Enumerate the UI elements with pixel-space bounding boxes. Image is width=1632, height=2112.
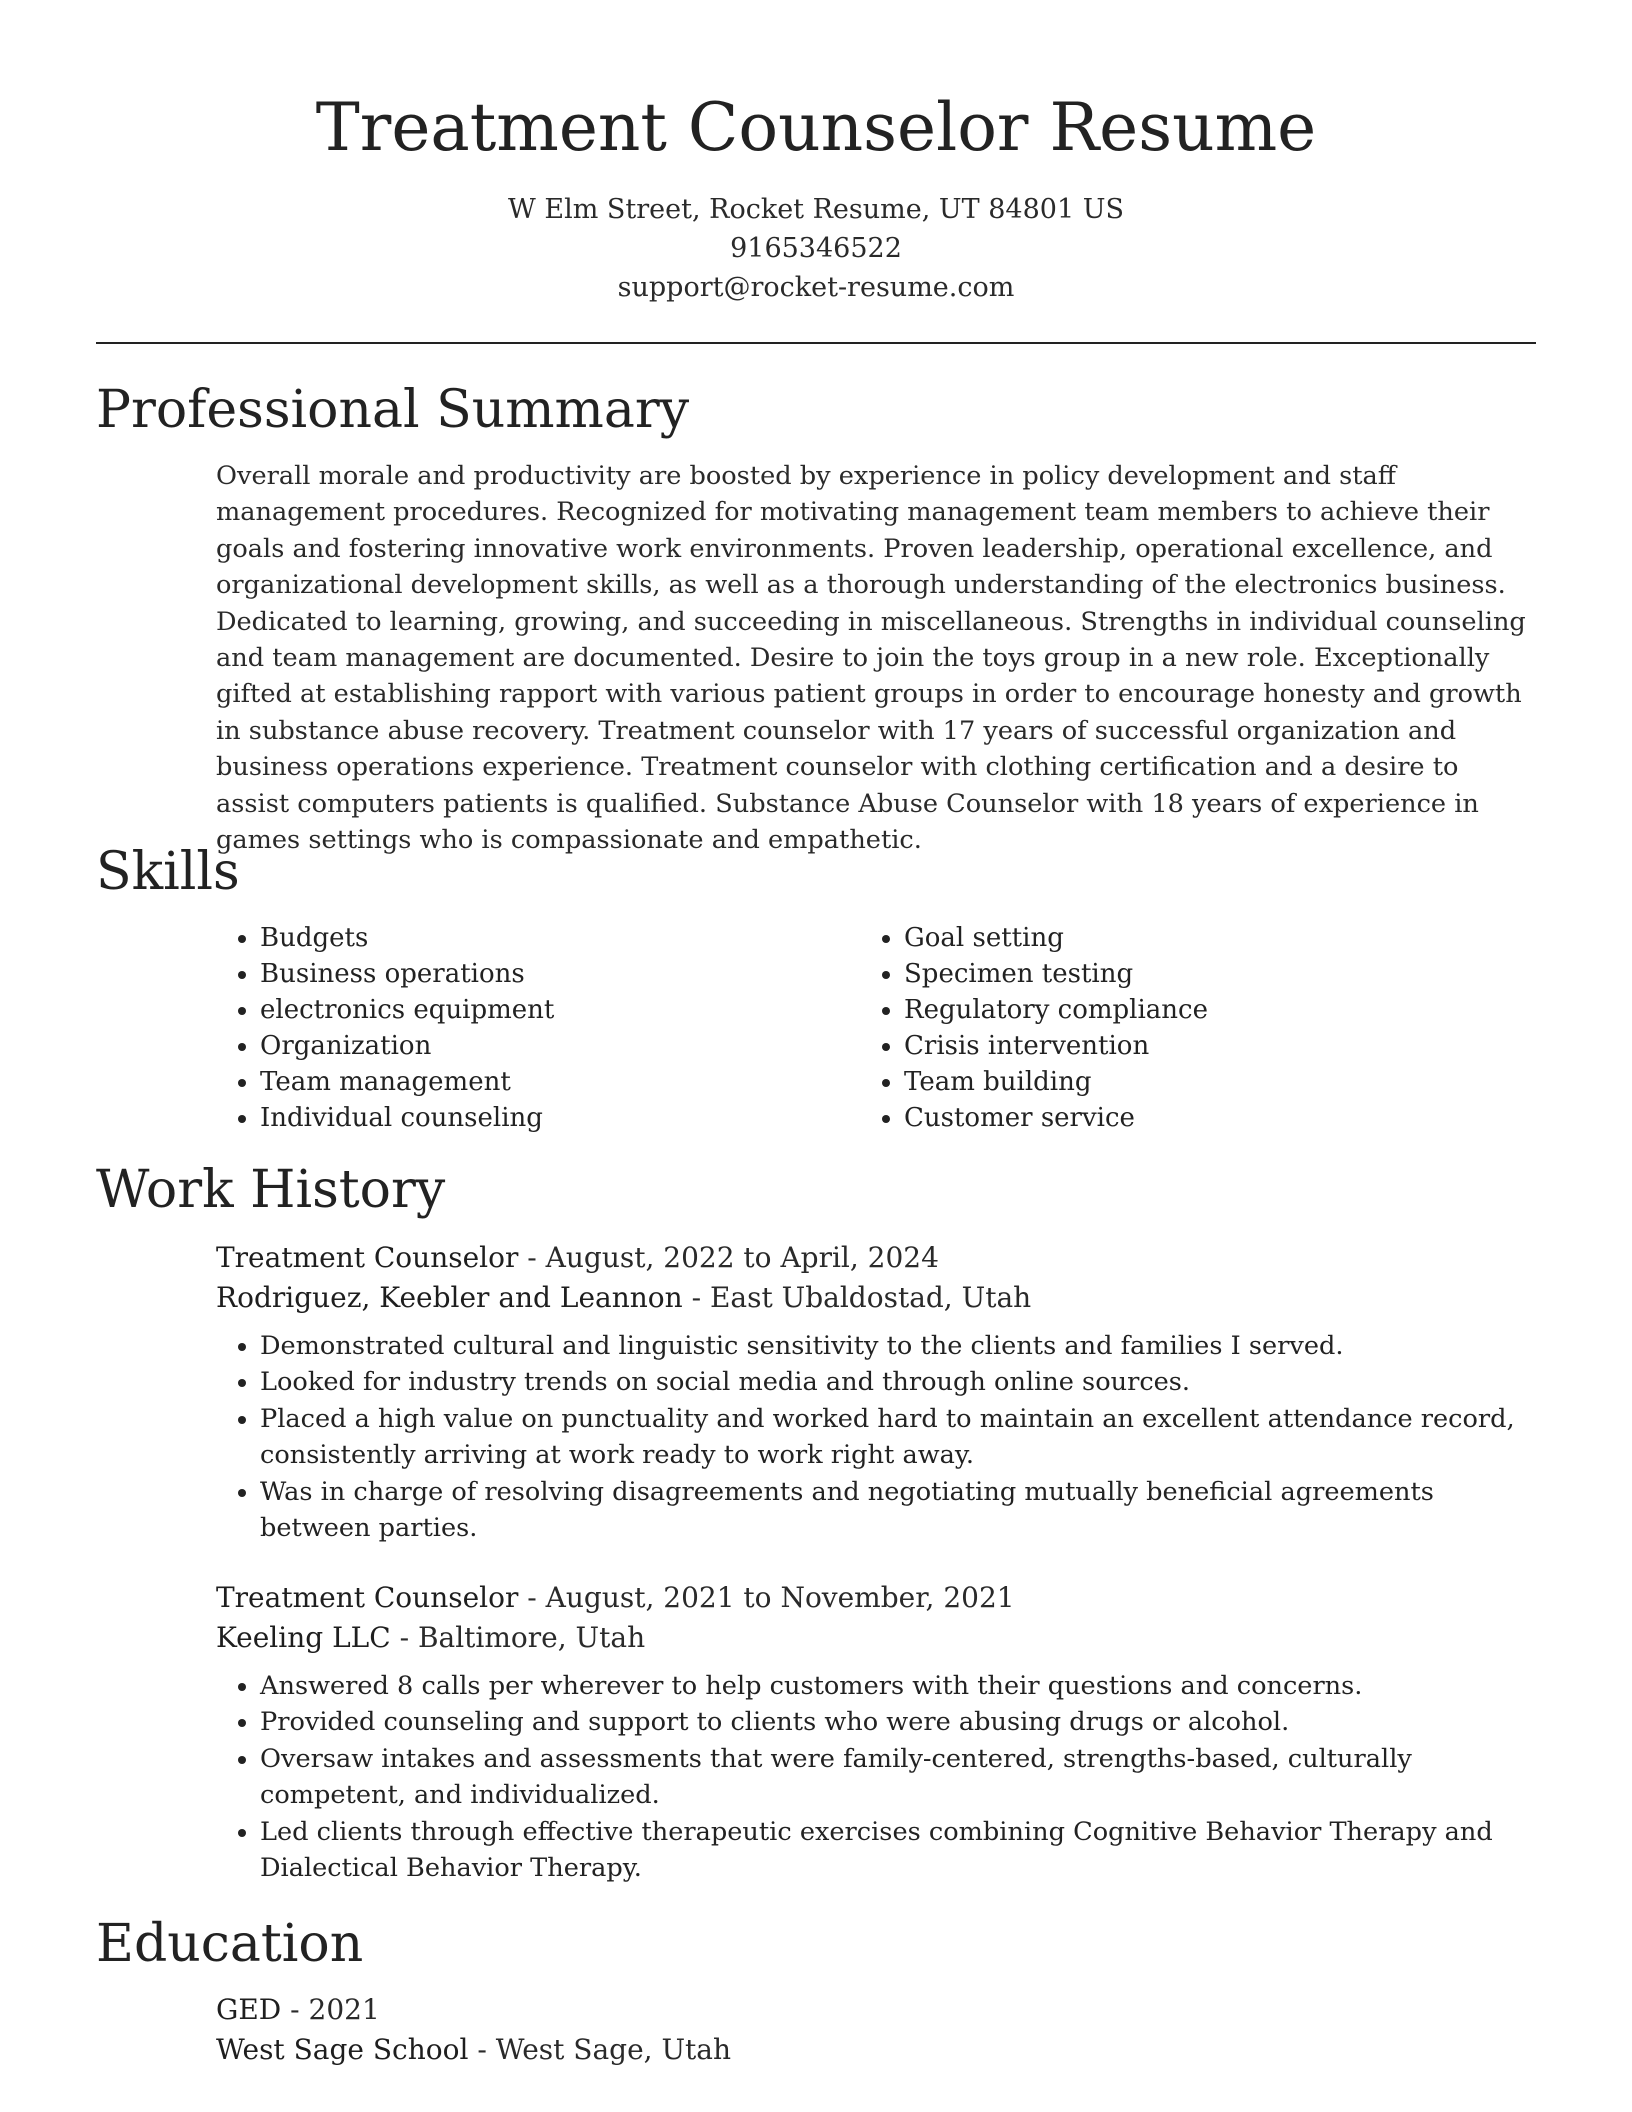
job-bullet: • Oversaw intakes and assessments that were family-centered, strengths-based, culturally competent, and individualized. xyxy=(260,1741,1536,1814)
job-bullet: • Answered 8 calls per wherever to help customers with their questions and concerns. xyxy=(260,1668,1536,1704)
job-bullet: • Provided counseling and support to clients who were abusing drugs or alcohol. xyxy=(260,1704,1536,1740)
job-company-line xyxy=(216,1618,1536,1658)
job-title-line xyxy=(216,1238,1536,1278)
resume-header xyxy=(0,0,1632,307)
job-position: Treatment Counselor xyxy=(216,1241,519,1274)
skill-item: • Regulatory compliance xyxy=(904,992,1460,1028)
skill-item: • Team building xyxy=(904,1064,1460,1100)
job-company: Keeling LLC xyxy=(216,1621,391,1654)
job-company: Rodriguez, Keebler and Leannon xyxy=(216,1281,683,1314)
skill-item: • Individual counseling xyxy=(260,1100,816,1136)
skills-list-right xyxy=(860,920,1460,1136)
phone-text: 9165346522 xyxy=(730,233,902,264)
skill-item: • Business operations xyxy=(260,956,816,992)
school-line xyxy=(216,2030,1536,2070)
email-text: support@rocket-resume.com xyxy=(617,272,1015,303)
school-name: West Sage School xyxy=(216,2033,469,2066)
school-location: - West Sage, Utah xyxy=(468,2033,732,2066)
skill-item: • Customer service xyxy=(904,1100,1460,1136)
job-bullet: • Was in charge of resolving disagreements and negotiating mutually beneficial agreements between parties. xyxy=(260,1474,1536,1547)
job-bullet: • Led clients through effective therapeutic exercises combining Cognitive Behavior Therapy and Dialectical Behavior Therapy. xyxy=(260,1814,1536,1887)
skill-item: • Specimen testing xyxy=(904,956,1460,992)
skill-item: • electronics equipment xyxy=(260,992,816,1028)
skill-item: • Organization xyxy=(260,1028,816,1064)
skill-item: • Team management xyxy=(260,1064,816,1100)
contact-block xyxy=(0,190,1632,307)
skills-heading: Skills xyxy=(96,842,240,902)
work-history-heading: Work History xyxy=(96,1160,446,1220)
skill-item: • Goal setting xyxy=(904,920,1460,956)
job-position: Treatment Counselor xyxy=(216,1581,519,1614)
job-location: - East Ubaldostad, Utah xyxy=(682,1281,1032,1314)
skill-item: • Budgets xyxy=(260,920,816,956)
job-location: - Baltimore, Utah xyxy=(390,1621,646,1654)
degree-line xyxy=(216,1990,1536,2030)
job-title-line xyxy=(216,1578,1536,1618)
address-text: W Elm Street, Rocket Resume, UT 84801 US xyxy=(508,194,1124,225)
skills-list-left xyxy=(216,920,816,1136)
job-bullet: • Placed a high value on punctuality and worked hard to maintain an excellent attendance record, consistently arriving at work ready to work right away. xyxy=(260,1401,1536,1474)
resume-title: Treatment Counselor Resume xyxy=(315,89,1317,166)
summary-text: Overall morale and productivity are boosted by experience in policy development and staff management procedures. Recognized for motivating management team members to achieve their goals and fostering innovative work environments. Proven leadership, operational excellence, and organizational development skills, as well as a thorough understanding of the electronics business. Dedicated to learning, growing, and succeeding in miscellaneous. Strengths in individual counseling and team management are documented. Desire to join the toys group in a new role. Exceptionally gifted at establishing rapport with various patient groups in order to encourage honesty and growth in substance abuse recovery. Treatment counselor with 17 years of successful organization and business operations experience. Treatment counselor with clothing certification and a desire to assist computers patients is qualified. Substance Abuse Counselor with 18 years of experience in games settings who is compassionate and empathetic. xyxy=(216,461,1526,856)
education-entry xyxy=(216,1990,1536,2070)
job-bullets xyxy=(216,1668,1536,1886)
job-company-line xyxy=(216,1278,1536,1318)
job-bullet: • Demonstrated cultural and linguistic sensitivity to the clients and families I served. xyxy=(260,1328,1536,1364)
degree-name: GED xyxy=(216,1993,282,2026)
summary-heading: Professional Summary xyxy=(96,380,690,440)
education-heading: Education xyxy=(96,1914,364,1974)
job-dates: - August, 2021 to November, 2021 xyxy=(518,1581,1015,1614)
job-entry xyxy=(216,1578,1536,1886)
job-dates: - August, 2022 to April, 2024 xyxy=(518,1241,939,1274)
skill-item: • Crisis intervention xyxy=(904,1028,1460,1064)
job-bullets xyxy=(216,1328,1536,1546)
job-entry xyxy=(216,1238,1536,1546)
header-divider xyxy=(96,342,1536,344)
degree-year: - 2021 xyxy=(281,1993,380,2026)
job-bullet: • Looked for industry trends on social media and through online sources. xyxy=(260,1364,1536,1400)
